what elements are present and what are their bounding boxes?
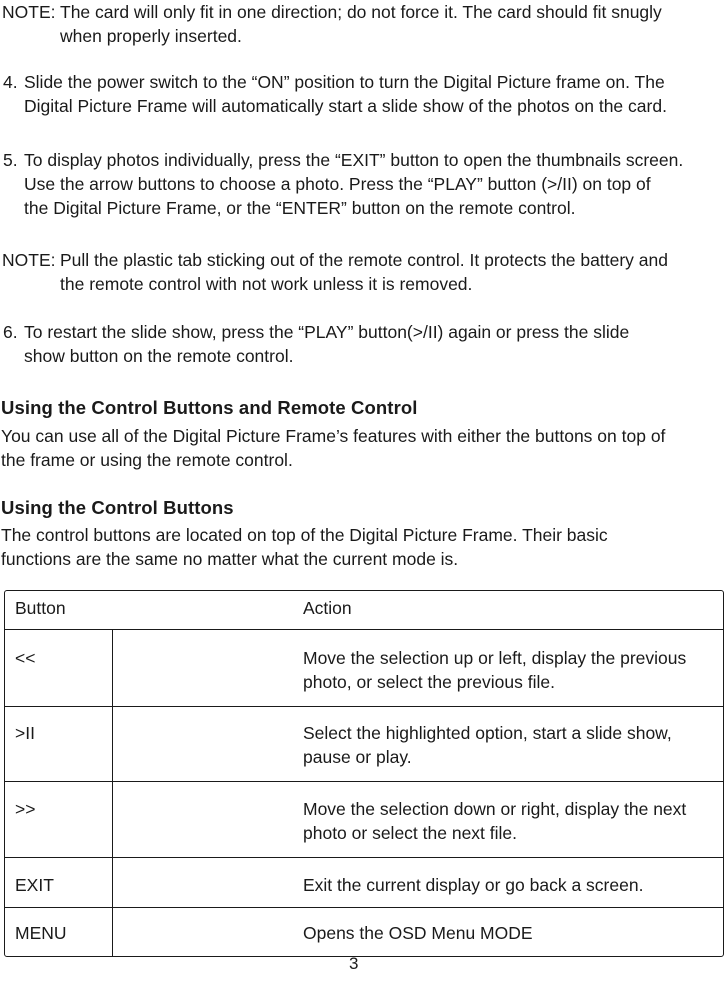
table-cell-action: Exit the current display or go back a screen. bbox=[303, 875, 644, 895]
table-cell-button: MENU bbox=[15, 923, 67, 943]
row-divider bbox=[5, 781, 723, 782]
row-divider bbox=[5, 629, 723, 630]
step-text-line: Slide the power switch to the “ON” position to turn the Digital Picture frame on. The bbox=[24, 72, 665, 92]
step-text-line: To restart the slide show, press the “PLAY” button(>/II) again or press the slide bbox=[24, 322, 630, 342]
section-heading-buttons-and-remote: Using the Control Buttons and Remote Control bbox=[1, 397, 418, 418]
step-number: 5. bbox=[3, 150, 18, 170]
table-cell-action: Opens the OSD Menu MODE bbox=[303, 923, 533, 943]
paragraph-line: You can use all of the Digital Picture Frame’s features with either the buttons on top of bbox=[1, 426, 666, 446]
table-cell-action: Select the highlighted option, start a slide show, bbox=[303, 723, 672, 743]
table-cell-action: Move the selection up or left, display the previous bbox=[303, 648, 687, 668]
step-text-line: the Digital Picture Frame, or the “ENTER” button on the remote control. bbox=[24, 198, 576, 218]
table-cell-button: << bbox=[15, 648, 36, 668]
paragraph-line: the frame or using the remote control. bbox=[1, 450, 293, 470]
table-cell-action: Move the selection down or right, display the next bbox=[303, 799, 687, 819]
table-cell-button: >> bbox=[15, 799, 36, 819]
control-buttons-table bbox=[4, 590, 724, 957]
row-divider bbox=[5, 706, 723, 707]
step-text-line: To display photos individually, press the “EXIT” button to open the thumbnails screen. bbox=[24, 150, 684, 170]
row-divider bbox=[5, 907, 723, 908]
step-text-line: Digital Picture Frame will automatically start a slide show of the photos on the card. bbox=[24, 96, 667, 116]
note-text-line: Pull the plastic tab sticking out of the remote control. It protects the battery and bbox=[60, 250, 668, 270]
table-header-button: Button bbox=[15, 598, 66, 618]
note-label: NOTE: bbox=[2, 2, 56, 22]
note-text-line: The card will only fit in one direction; do not force it. The card should fit snugly bbox=[60, 2, 662, 22]
paragraph-line: functions are the same no matter what the current mode is. bbox=[1, 549, 459, 569]
step-text-line: Use the arrow buttons to choose a photo. Press the “PLAY” button (>/II) on top of bbox=[24, 174, 651, 194]
note-text-line: when properly inserted. bbox=[60, 26, 242, 46]
table-cell-action: photo, or select the previous file. bbox=[303, 672, 555, 692]
table-cell-action: pause or play. bbox=[303, 747, 412, 767]
table-header-action: Action bbox=[303, 598, 352, 618]
note-label: NOTE: bbox=[2, 250, 56, 270]
row-divider bbox=[5, 857, 723, 858]
table-cell-action: photo or select the next file. bbox=[303, 823, 518, 843]
step-text-line: show button on the remote control. bbox=[24, 346, 294, 366]
paragraph-line: The control buttons are located on top of the Digital Picture Frame. Their basic bbox=[1, 525, 608, 545]
page-number: 3 bbox=[349, 954, 359, 973]
step-number: 6. bbox=[3, 322, 18, 342]
section-heading-control-buttons: Using the Control Buttons bbox=[1, 497, 234, 518]
table-cell-button: >II bbox=[15, 723, 35, 743]
note-text-line: the remote control with not work unless it is removed. bbox=[60, 274, 473, 294]
table-cell-button: EXIT bbox=[15, 875, 54, 895]
step-number: 4. bbox=[3, 72, 18, 92]
